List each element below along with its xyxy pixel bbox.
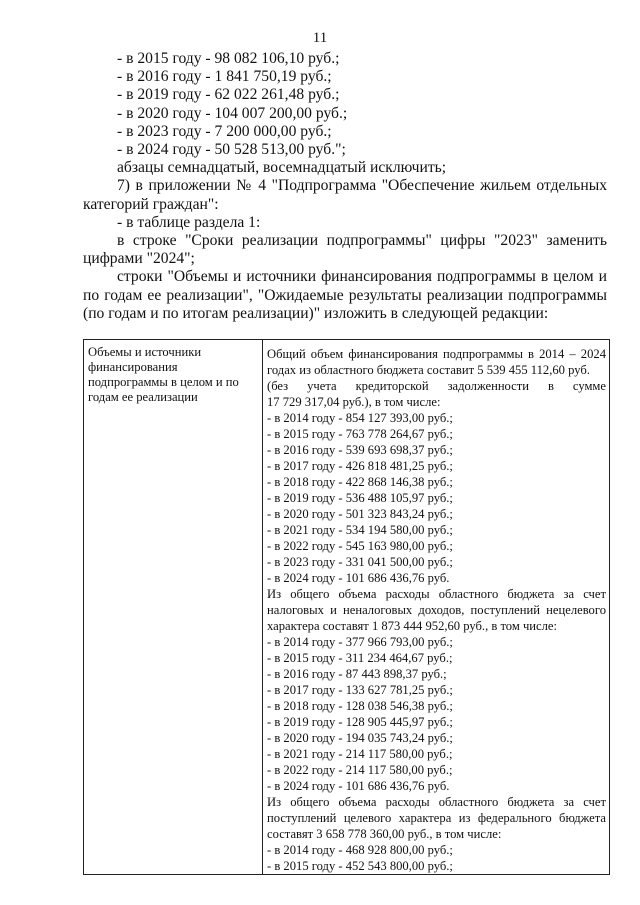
- list-item: - в 2015 году - 763 778 264,67 руб.;: [267, 427, 453, 441]
- list-item: - в 2017 году - 426 818 481,25 руб.;: [267, 459, 453, 473]
- list-item: - в 2019 году - 62 022 261,48 руб.;: [117, 86, 340, 104]
- list-item: - в 2024 году - 101 686 436,76 руб.: [267, 571, 450, 585]
- list-item: - в 2016 году - 87 443 898,37 руб.;: [267, 667, 447, 681]
- table-row: [84, 340, 610, 875]
- list-item: - в 2014 году - 468 928 800,00 руб.;: [267, 843, 453, 857]
- financing-intro-debt-line: (без учета кредиторской задолженности в сумме: [267, 379, 606, 393]
- list-item: - в 2022 году - 545 163 980,00 руб.;: [267, 539, 453, 553]
- financing-intro-debt-sum: 17 729 317,04 руб.), в том числе:: [267, 395, 441, 409]
- paragraph-item-7: 7) в приложении № 4 "Подпрограмма "Обеспечение жильем отдельных категорий граждан":: [83, 177, 607, 213]
- list-item: - в 2015 году - 311 234 464,67 руб.;: [267, 651, 453, 665]
- list-item: - в 2015 году - 452 543 800,00 руб.;: [267, 859, 453, 873]
- list-item: - в 2022 году - 214 117 580,00 руб.;: [267, 763, 453, 777]
- financing-intro-federal: Из общего объема расходы областного бюджета за счет поступлений целевого характера из федерального бюджета составят 3 658 778 360,00 руб., в том числе:: [267, 795, 606, 841]
- list-item: - в 2018 году - 128 038 546,38 руб.;: [267, 699, 453, 713]
- list-item: - в 2020 году - 194 035 743,24 руб.;: [267, 731, 453, 745]
- paragraph-sroki: в строке "Сроки реализации подпрограммы" цифры "2023" заменить цифрами "2024";: [83, 232, 607, 268]
- list-item: - в 2021 году - 534 194 580,00 руб.;: [267, 523, 453, 537]
- list-item: - в 2024 году - 50 528 513,00 руб.";: [117, 141, 346, 159]
- financing-table: [83, 339, 610, 875]
- list-item: - в 2018 году - 422 868 146,38 руб.;: [267, 475, 453, 489]
- financing-intro-total: Общий объем финансирования подпрограммы в 2014 – 2024 годах из областного бюджета составит 5 539 455 112,60 руб.: [267, 347, 606, 377]
- page-number: 11: [312, 30, 328, 46]
- list-item: - в 2024 году - 101 686 436,76 руб.: [267, 779, 450, 793]
- document-body: [83, 50, 607, 323]
- list-item: - в 2020 году - 104 007 200,00 руб.;: [117, 104, 348, 122]
- list-item: - в 2014 году - 377 966 793,00 руб.;: [267, 635, 453, 649]
- list-item: - в 2019 году - 128 905 445,97 руб.;: [267, 715, 453, 729]
- financing-intro-nontarget: Из общего объема расходы областного бюджета за счет налоговых и неналоговых доходов, поступлений нецелевого характера составят 1 873 444 952,60 руб., в том числе:: [267, 587, 606, 633]
- list-item: - в 2016 году - 539 693 698,37 руб.;: [267, 443, 453, 457]
- table-row-value: [263, 340, 610, 875]
- list-item: - в 2023 году - 7 200 000,00 руб.;: [117, 122, 332, 140]
- list-item: - в 2015 году - 98 082 106,10 руб.;: [117, 50, 340, 67]
- table-row-label: Объемы и источники финансирования подпрограммы в целом и по годам ее реализации: [84, 340, 263, 875]
- list-item: - в 2021 году - 214 117 580,00 руб.;: [267, 747, 453, 761]
- paragraph-table-section: - в таблице раздела 1:: [117, 213, 261, 231]
- list-item: - в 2023 году - 331 041 500,00 руб.;: [267, 555, 453, 569]
- paragraph-stroki: строки "Объемы и источники финансирования подпрограммы в целом и по годам ее реализации", "Ожидаемые результаты реализации подпрограммы (по годам и по итогам реализации)" изложить в следующей редакции:: [83, 268, 607, 322]
- list-item: - в 2019 году - 536 488 105,97 руб.;: [267, 491, 453, 505]
- list-item: - в 2017 году - 133 627 781,25 руб.;: [267, 683, 453, 697]
- list-item: - в 2016 году - 1 841 750,19 руб.;: [117, 68, 332, 86]
- list-item: - в 2014 году - 854 127 393,00 руб.;: [267, 411, 453, 425]
- list-item: - в 2020 году - 501 323 843,24 руб.;: [267, 507, 453, 521]
- paragraph-abzats: абзацы семнадцатый, восемнадцатый исключить;: [117, 159, 447, 177]
